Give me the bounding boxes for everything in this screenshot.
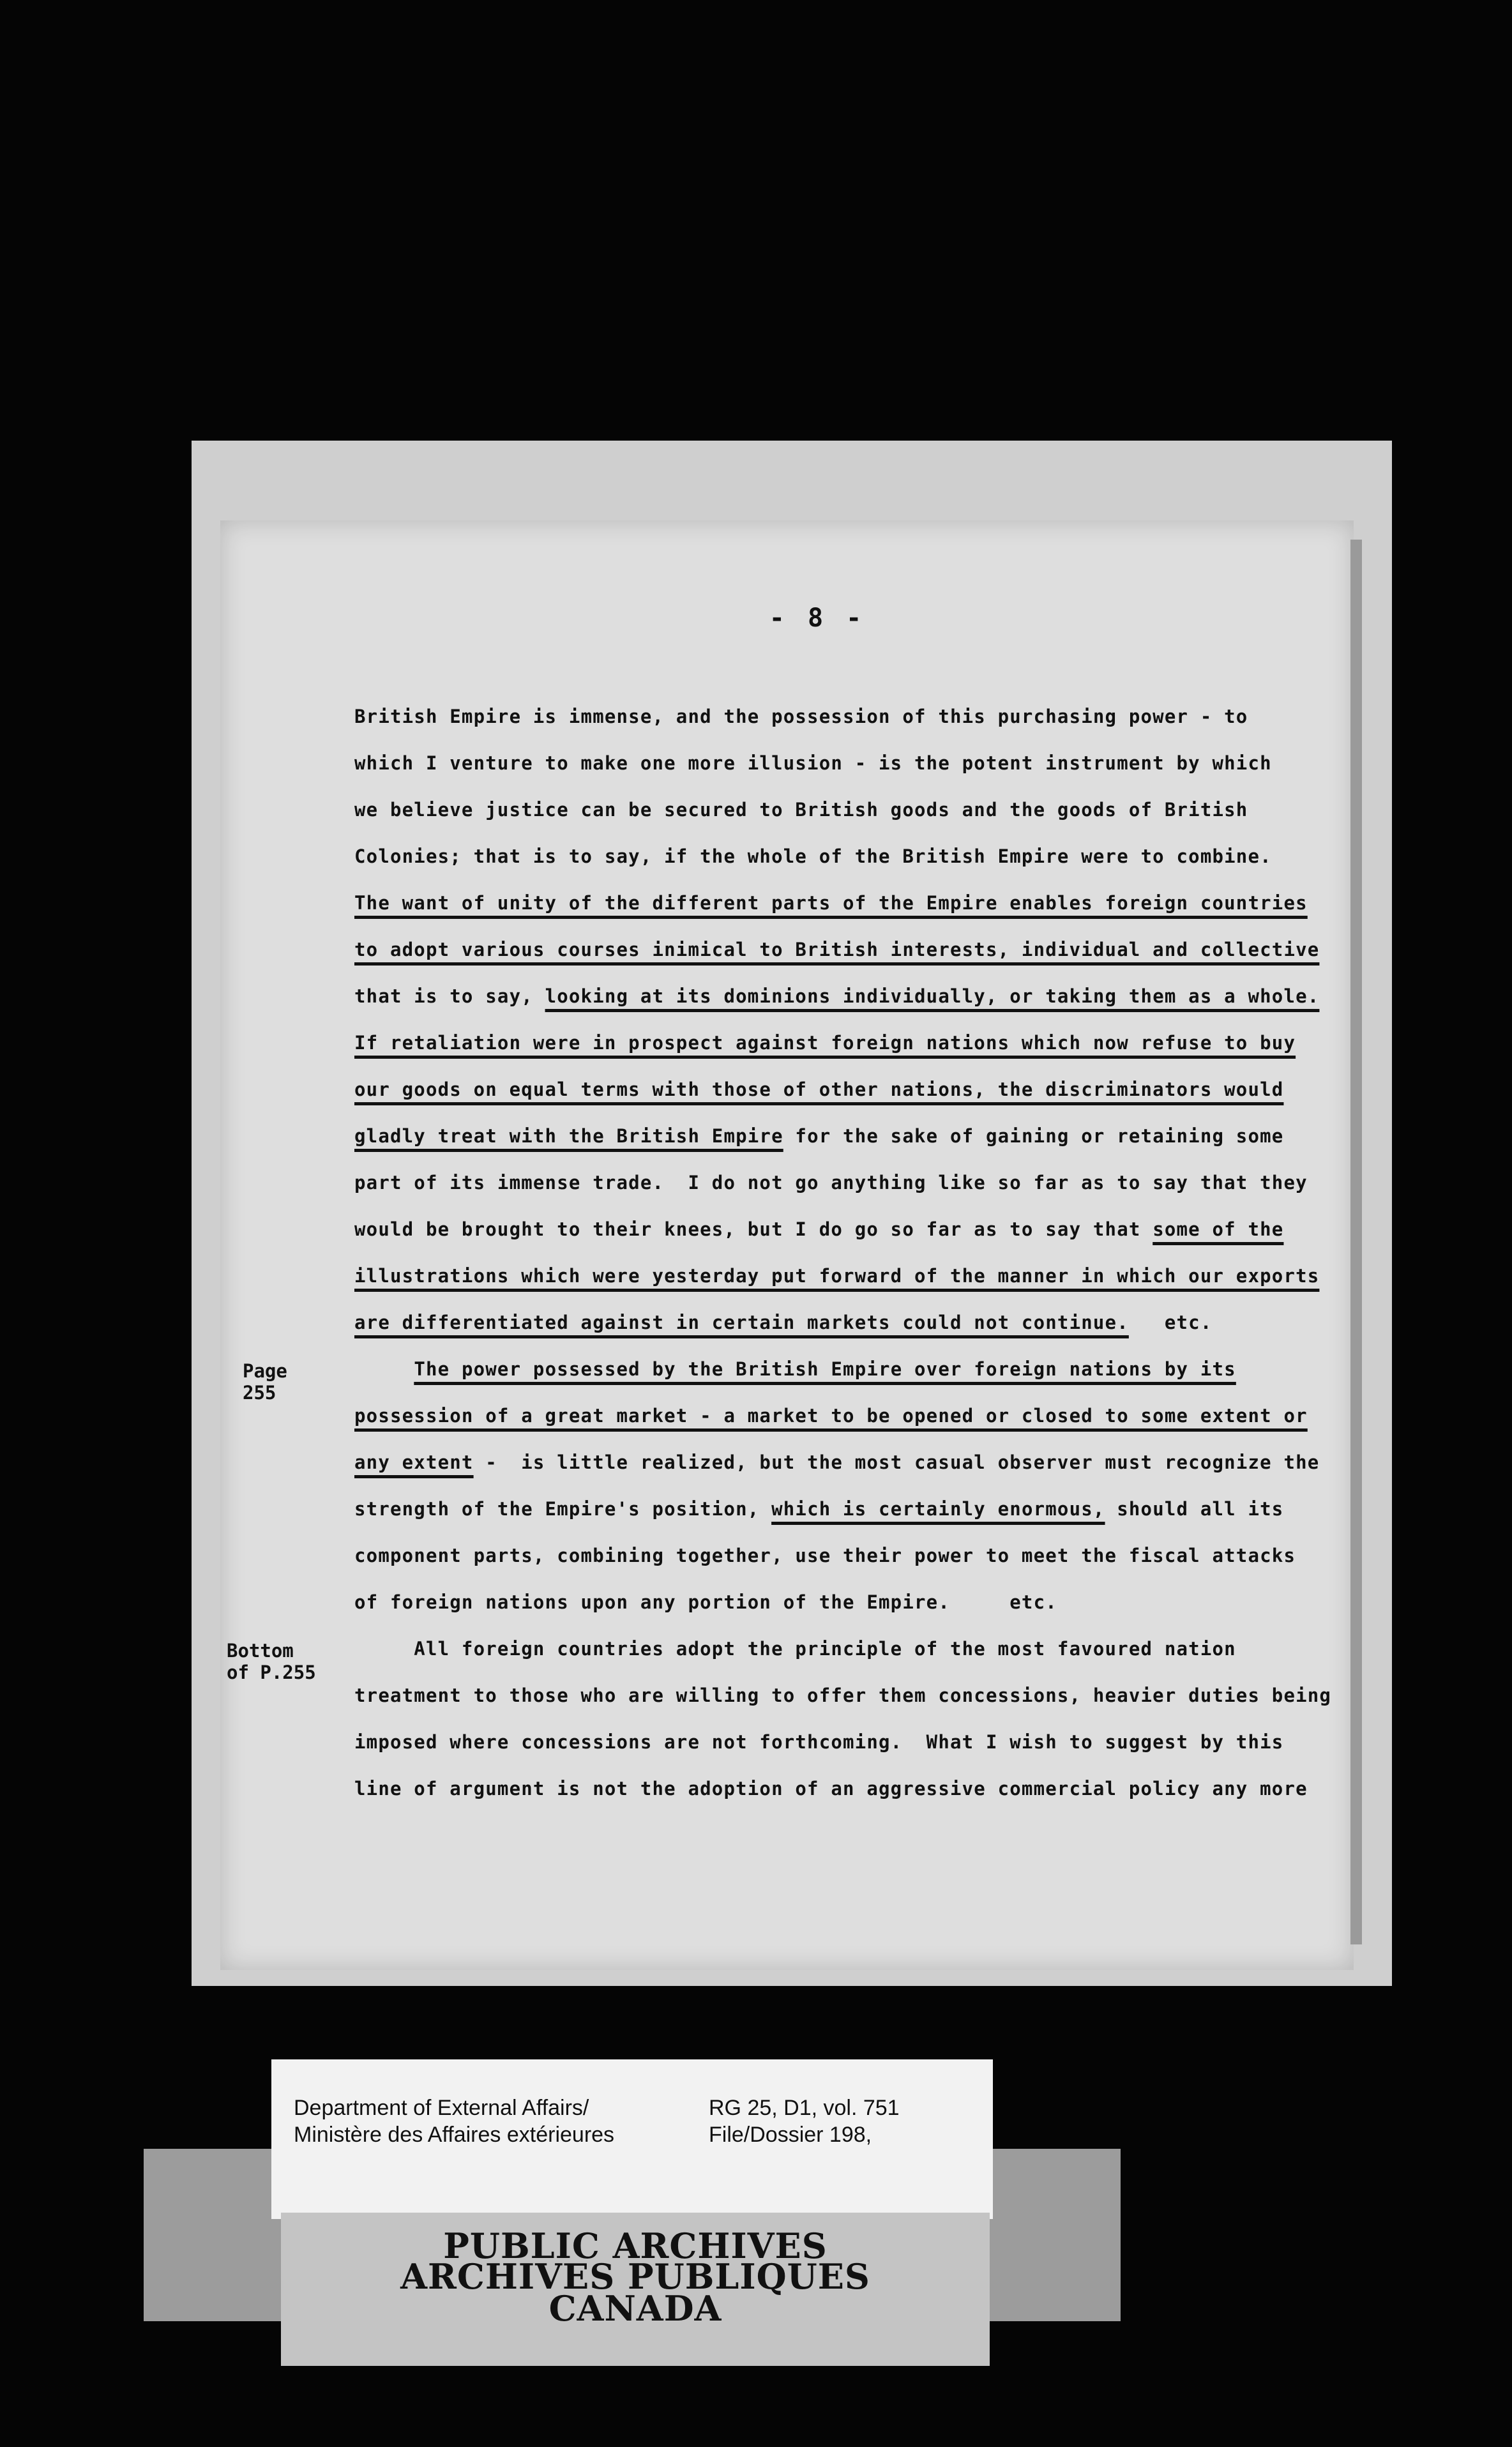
underlined-text: gladly treat with the British Empire <box>354 1125 783 1147</box>
text-segment: of foreign nations upon any portion of the Empire. etc. <box>354 1591 1057 1613</box>
stamp-line-2: ARCHIVES PUBLIQUES <box>400 2256 870 2297</box>
underlined-text: our goods on equal terms with those of other nations, the discriminators would <box>354 1079 1284 1100</box>
text-segment: All foreign countries adopt the principle of the most favoured nation <box>354 1638 1236 1660</box>
text-line <box>354 845 1331 884</box>
text-segment: we believe justice can be secured to British goods and the goods of British <box>354 799 1248 821</box>
text-segment: component parts, combining together, use their power to meet the fiscal attacks <box>354 1545 1296 1566</box>
margin-note-line: Page <box>243 1360 287 1382</box>
text-segment: part of its immense trade. I do not go anything like so far as to say that they <box>354 1172 1308 1193</box>
text-line <box>354 799 1331 837</box>
text-segment: strength of the Empire's position, <box>354 1498 772 1520</box>
text-line <box>354 1685 1331 1723</box>
underlined-text: looking at its dominions individually, or taking them as a whole. <box>545 985 1320 1007</box>
text-segment: should all its <box>1105 1498 1284 1520</box>
text-line <box>354 706 1331 744</box>
text-line <box>354 1638 1331 1676</box>
department-en: Department of External Affairs/ <box>294 2096 589 2120</box>
text-line <box>354 939 1331 977</box>
department-fr: Ministère des Affaires extérieures <box>294 2123 615 2147</box>
text-line <box>354 1778 1331 1816</box>
text-line <box>354 752 1331 791</box>
text-segment: treatment to those who are willing to offer them concessions, heavier duties being <box>354 1685 1332 1706</box>
text-line <box>354 1731 1331 1769</box>
text-line <box>354 1405 1331 1443</box>
text-segment <box>354 1358 414 1380</box>
margin-note-bottom-255 <box>227 1640 316 1683</box>
text-line <box>354 1451 1331 1490</box>
underlined-text: any extent <box>354 1451 474 1473</box>
text-line <box>354 1079 1331 1117</box>
text-line <box>354 1032 1331 1070</box>
text-line <box>354 1498 1331 1536</box>
text-segment: - is little realized, but the most casual observer must recognize the <box>473 1451 1320 1473</box>
text-segment: which I venture to make one more illusion - is the potent instrument by which <box>354 752 1272 774</box>
underlined-text: which is certainly enormous, <box>771 1498 1105 1520</box>
text-segment: for the sake of gaining or retaining some <box>783 1125 1284 1147</box>
underlined-text: If retaliation were in prospect against foreign nations which now refuse to buy <box>354 1032 1296 1054</box>
margin-note-line: Bottom <box>227 1640 294 1662</box>
text-line <box>354 1358 1331 1397</box>
text-line <box>354 1218 1331 1257</box>
text-segment: etc. <box>1128 1312 1213 1333</box>
text-line <box>354 1312 1331 1350</box>
archive-department <box>294 2095 614 2148</box>
underlined-text: illustrations which were yesterday put forward of the manner in which our exports <box>354 1265 1320 1287</box>
underlined-text: possession of a great market - a market to be opened or closed to some extent or <box>354 1405 1308 1427</box>
text-line <box>354 1125 1331 1163</box>
text-line <box>354 1172 1331 1210</box>
file-number: File/Dossier 198, <box>709 2123 872 2147</box>
text-segment: that is to say, <box>354 985 545 1007</box>
text-segment: line of argument is not the adoption of an aggressive commercial policy any more <box>354 1778 1308 1799</box>
page-number: - 8 - <box>769 603 866 633</box>
text-segment: British Empire is immense, and the possession of this purchasing power - to <box>354 706 1248 727</box>
underlined-text: some of the <box>1153 1218 1284 1240</box>
underlined-text: The want of unity of the different parts of the Empire enables foreign countries <box>354 892 1308 914</box>
text-segment: Colonies; that is to say, if the whole of the British Empire were to combine. <box>354 845 1272 867</box>
text-line <box>354 1591 1331 1630</box>
margin-note-page-255 <box>243 1360 287 1404</box>
margin-note-line: of P.255 <box>227 1662 316 1683</box>
stamp-line-1: PUBLIC ARCHIVES <box>443 2225 828 2266</box>
page-edge <box>1350 540 1362 1944</box>
underlined-text: to adopt various courses inimical to British interests, individual and collective <box>354 939 1320 960</box>
text-line <box>354 1265 1331 1303</box>
text-line <box>354 985 1331 1024</box>
archive-reference <box>709 2095 900 2148</box>
stamp-line-3: CANADA <box>548 2288 722 2329</box>
text-segment: would be brought to their knees, but I do go so far as to say that <box>354 1218 1153 1240</box>
text-line <box>354 892 1331 930</box>
underlined-text: are differentiated against in certain markets could not continue. <box>354 1312 1129 1333</box>
text-line <box>354 1545 1331 1583</box>
margin-note-line: 255 <box>243 1382 276 1404</box>
text-segment: imposed where concessions are not forthcoming. What I wish to suggest by this <box>354 1731 1284 1753</box>
underlined-text: The power possessed by the British Empire over foreign nations by its <box>414 1358 1236 1380</box>
reference-number: RG 25, D1, vol. 751 <box>709 2096 900 2120</box>
